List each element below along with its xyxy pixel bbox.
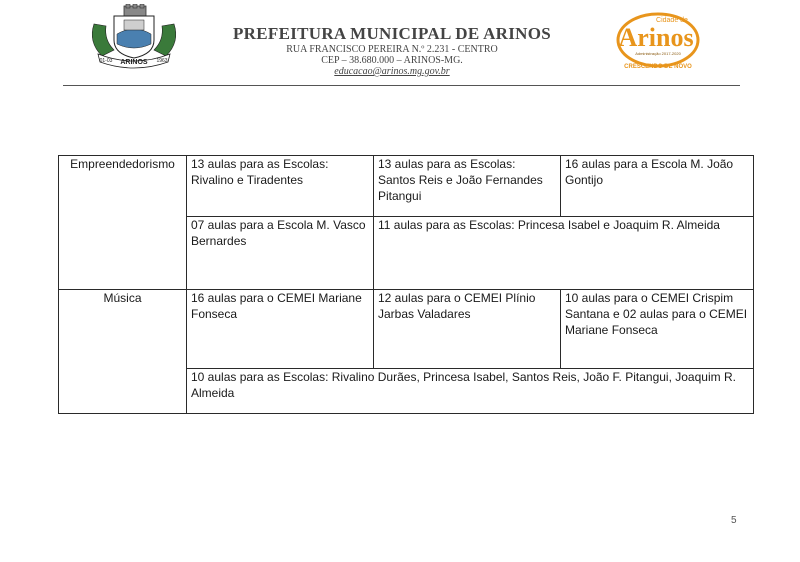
table-cell: 16 aulas para o CEMEI Mariane Fonseca	[187, 290, 374, 369]
institution-cep: CEP – 38.680.000 – ARINOS-MG.	[321, 55, 463, 66]
logo-main-text: Arinos	[618, 23, 694, 52]
crest-band-text: ARINOS	[120, 59, 148, 66]
header-divider	[63, 85, 740, 86]
table-cell: 07 aulas para a Escola M. Vasco Bernardes	[187, 217, 374, 290]
logo-slogan-text: CRESCENDO DE NOVO	[624, 64, 692, 70]
crest-date-right: 1963	[156, 58, 168, 64]
institution-email: educacao@arinos.mg.gov.br	[334, 66, 450, 77]
table-cell: 12 aulas para o CEMEI Plínio Jarbas Valadares	[374, 290, 561, 369]
subject-empreendedorismo: Empreendedorismo	[59, 156, 187, 290]
municipal-crest-logo	[84, 4, 184, 72]
crest-date-left: 01-03	[99, 58, 113, 64]
table-cell: 13 aulas para as Escolas: Santos Reis e João Fernandes Pitangui	[374, 156, 561, 217]
cidade-arinos-logo	[598, 6, 718, 78]
institution-title: PREFEITURA MUNICIPAL DE ARINOS	[232, 24, 552, 43]
logo-sub-text: Administração 2017-2020	[635, 51, 681, 56]
table-cell: 13 aulas para as Escolas: Rivalino e Tiradentes	[187, 156, 374, 217]
institution-address: RUA FRANCISCO PEREIRA N.º 2.231 - CENTRO	[286, 44, 498, 55]
table-cell: 11 aulas para as Escolas: Princesa Isabel e Joaquim R. Almeida	[374, 217, 754, 290]
subject-musica: Música	[59, 290, 187, 414]
class-distribution-table	[58, 155, 754, 414]
logo-top-text: Cidade de	[656, 17, 688, 24]
page-number: 5	[731, 515, 737, 526]
table-cell: 16 aulas para a Escola M. João Gontijo	[561, 156, 754, 217]
table-cell: 10 aulas para o CEMEI Crispim Santana e 02 aulas para o CEMEI Mariane Fonseca	[561, 290, 754, 369]
table-cell: 10 aulas para as Escolas: Rivalino Durães, Princesa Isabel, Santos Reis, João F. Pitangui, Joaquim R. Almeida	[187, 369, 754, 414]
letterhead	[200, 24, 584, 78]
